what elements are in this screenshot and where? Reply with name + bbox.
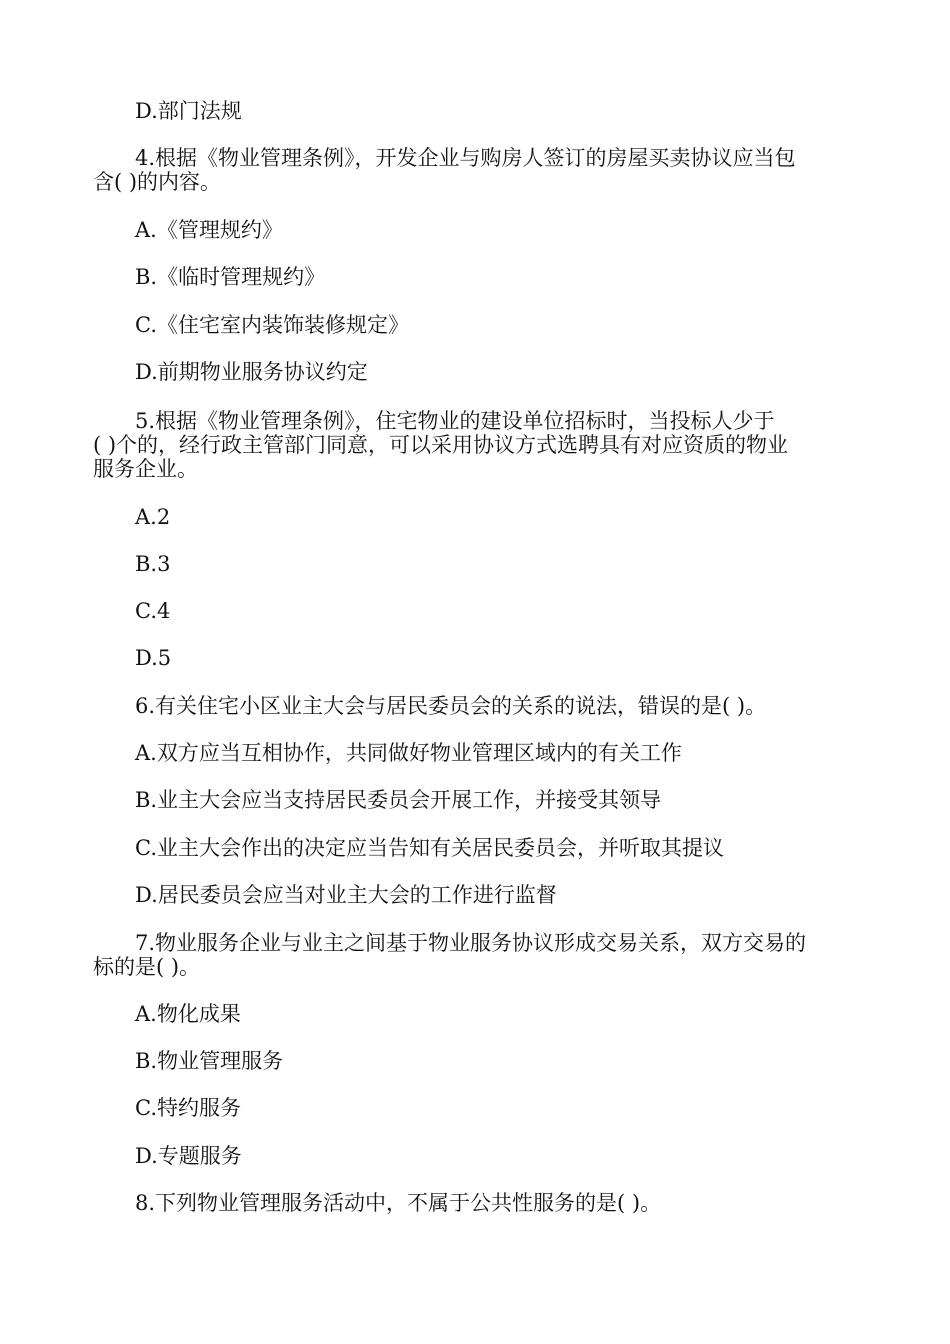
option-a-q5: A.2 <box>135 505 171 529</box>
option-b-q6: B.业主大会应当支持居民委员会开展工作，并接受其领导 <box>135 788 662 812</box>
question-5 <box>93 409 853 481</box>
option-d-q5: D.5 <box>135 646 172 670</box>
option-c-q4: C.《住宅室内装饰装修规定》 <box>135 313 409 337</box>
option-d-q7: D.专题服务 <box>135 1144 242 1168</box>
question-7-line-1: 7.物业服务企业与业主之间基于物业服务协议形成交易关系，双方交易的 <box>135 931 807 955</box>
question-7 <box>93 931 853 979</box>
option-d-q3: D.部门法规 <box>135 99 242 123</box>
option-a-q6: A.双方应当互相协作，共同做好物业管理区域内的有关工作 <box>135 741 682 765</box>
option-a-q4: A.《管理规约》 <box>135 218 283 242</box>
option-c-q7: C.特约服务 <box>135 1096 241 1120</box>
question-4-line-2: 含( )的内容。 <box>93 170 222 194</box>
option-d-q4: D.前期物业服务协议约定 <box>135 360 368 384</box>
question-4 <box>93 146 853 194</box>
option-c-q6: C.业主大会作出的决定应当告知有关居民委员会，并听取其提议 <box>135 836 724 860</box>
question-5-line-3: 服务企业。 <box>93 457 198 481</box>
question-4-line-1: 4.根据《物业管理条例》，开发企业与购房人签订的房屋买卖协议应当包 <box>135 146 796 170</box>
question-5-line-2: ( )个的，经行政主管部门同意，可以采用协议方式选聘具有对应资质的物业 <box>93 433 789 457</box>
question-6: 6.有关住宅小区业主大会与居民委员会的关系的说法，错误的是( )。 <box>135 694 767 718</box>
question-8: 8.下列物业管理服务活动中，不属于公共性服务的是( )。 <box>135 1191 662 1215</box>
option-a-q7: A.物化成果 <box>135 1002 241 1026</box>
question-7-line-2: 标的是( )。 <box>93 955 201 979</box>
option-b-q4: B.《临时管理规约》 <box>135 265 326 289</box>
option-d-q6: D.居民委员会应当对业主大会的工作进行监督 <box>135 883 557 907</box>
option-b-q7: B.物业管理服务 <box>135 1049 284 1073</box>
option-b-q5: B.3 <box>135 552 171 576</box>
option-c-q5: C.4 <box>135 599 171 623</box>
question-5-line-1: 5.根据《物业管理条例》，住宅物业的建设单位招标时，当投标人少于 <box>135 409 775 433</box>
